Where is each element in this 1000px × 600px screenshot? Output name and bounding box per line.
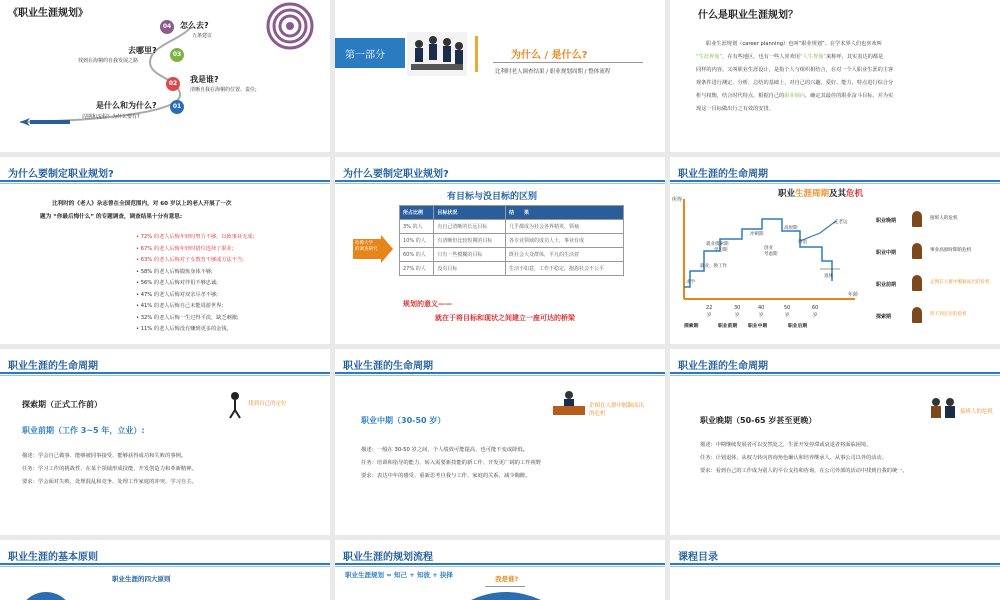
highlight-term: 职业倾向 [784,93,805,99]
col-header: 目标状况 [434,206,506,220]
y-axis-label: 所得 [672,197,683,203]
desc-line: 描述：学会自己做事、能够被同事接受、能够获得成功和失败的事例。 [22,453,187,459]
highlight-term: “生涯规划” [696,54,723,60]
arrow-label: 哈佛大学 的调查研究 [355,241,378,252]
slide-thumbnail-11[interactable] [335,540,665,600]
person-icon [912,275,922,291]
title-part: 危机 [846,189,864,199]
step-03-circle: 03 [170,48,184,62]
stage-name: 职业中期 [876,250,897,256]
survey-item: • 47% 的老人后悔对双亲尽孝不够; [136,291,218,298]
para-line-6: 现这一目标做出行之有效的安排。 [696,106,774,112]
survey-item: • 32% 的老人后悔一生过得平淡，缺乏刺激; [136,314,239,321]
stage-label: 创业 [764,246,773,251]
slide-header: 职业生涯的生命周期 [678,361,768,372]
table-row [400,234,624,248]
table-cell: 60% 的人 [400,248,434,262]
para-line-1: 职业生涯规划（career planning）也叫“职业规划”。在学术界人们也喜欢叫 [706,41,882,47]
table-cell: 既社会大众群体，平凡的生活着 [506,248,624,262]
crisis-label: 企图在人群中脱颖而出的危机 [589,403,645,417]
title-part: 生涯周期 [795,189,830,199]
stage-label: 待退 [798,240,807,245]
slide-thumbnail-10[interactable] [0,540,330,600]
x-axis-label: 年龄 [848,292,859,298]
title-part: 职业 [778,189,796,199]
desk-person-icon [553,389,585,417]
step-01-sub: 周期和流程？为什么要有? [82,114,140,120]
thinking-person-icon [226,391,244,419]
slide-thumbnail-7[interactable] [0,349,330,535]
col-header: 结 果 [506,206,624,220]
desc-line: 任务：培训和指导的能力、转入需要新技能的新工作、开发更广阔的工作视野 [361,460,542,466]
survey-item: • 63% 的老人后悔对子女教育不够或方法不当; [136,257,244,263]
table-title: 有目标与没目标的区别 [447,192,538,202]
crisis-label: 事业高原时期的危机 [930,248,972,253]
survey-item: • 72% 的老人后悔年轻时努力不够，以致事业无成; [136,234,255,240]
step-04-circle: 04 [160,20,174,34]
para-text: 析与权衡，结合时代特点，根据自己的 [696,93,785,99]
period-label: 职业中期 [748,324,768,329]
person-icon [912,307,922,323]
who-label: 我是谁? [495,575,519,583]
slide-thumbnail-12[interactable] [670,540,1000,600]
stage-label: 求学 [686,280,695,285]
formula-text: 职业生涯规划 = 知己 + 知彼 + 抉择 [345,571,453,579]
stage-label: 高原期 [784,226,798,231]
table-row [400,262,624,276]
stage-label: 走老运 [834,220,848,225]
slide-header: 职业生涯的生命周期 [8,361,98,372]
age-tick-unit: 岁 [759,313,764,318]
desc-line: 要求：学会面对失败、处理混乱和竞争、处理工作家庭的冲突、学习自主。 [22,479,197,485]
step-02-title: 我是谁? [190,75,219,84]
stage-name: 探索期 [876,314,892,320]
survey-item: • 11% 的老人后悔没有赚到更多的金钱。 [136,326,232,332]
business-people-image [407,32,467,76]
sub-title: 职业生涯的四大原则 [112,575,171,583]
table-cell: 有清晰但比较短期的目标 [434,234,506,248]
title-part: 及其 [829,189,847,199]
crisis-label: 接班人的危机 [930,216,958,221]
desc-line: 要求：看到自己的工作成为别人的平台支持和咨询、在公司外部的活动中找到自我的统一。 [700,468,908,474]
stage-title: 职业晚期（50-65 岁甚至更晚） [700,416,817,425]
desc-line: 任务：计划退休、从权力转向咨询角色确认和培养继承人、从事公司以外的活动。 [700,455,887,461]
age-tick: 40 [758,305,765,311]
table-cell: 生活不如意，工作不稳定，抱怨社会不公平 [506,262,624,276]
age-tick-unit: 岁 [707,313,712,318]
sub-title: 职业前期（工作 3~5 年，立业）: [22,426,145,435]
slide-thumbnail-6[interactable] [670,157,1000,344]
step-04-sub: 五条建议 [192,33,213,39]
slide-thumbnail-5[interactable] [335,157,665,344]
meaning-title: 规划的意义—— [403,300,452,308]
age-tick: 22 [706,305,713,311]
stage-label: 就业、换工作 [700,264,727,269]
para-text: 来称呼，其实表达的都是 [826,54,884,60]
person-icon [912,211,922,227]
slide-thumbnail-1[interactable] [0,0,330,152]
stage-label: 学习期 [714,248,728,253]
highlight-term: “人生规划” [799,54,827,60]
step-04-title: 怎么去? [180,21,209,30]
table-cell: 只有一些模糊的目标 [434,248,506,262]
para-text: ，确定其最佳的职业奋斗目标，并为实 [804,93,894,99]
career-curve [684,219,832,287]
period-label: 职业后期 [788,324,808,329]
age-tick-unit: 岁 [735,313,740,318]
table-cell: 没有目标 [434,262,506,276]
table-row [400,248,624,262]
survey-item: • 58% 的老人后悔锻炼身体不够; [136,268,213,275]
age-tick: 60 [812,305,819,311]
stage-name: 职业晚期 [876,218,897,224]
step-01-circle: 01 [170,100,184,114]
crisis-label: 找不到定位的危机 [930,312,967,317]
stage-name: 职业前期 [876,282,897,288]
desc-line: 描述：一般在 30-50 岁之间，个人绩效可能提高、也可能不变或降低。 [361,447,529,453]
table-cell: 27% 的人 [400,262,434,276]
period-label: 探索期 [684,324,699,329]
table-cell: 各专业领域的成功人士，事业有成 [506,234,624,248]
desc-line: 任务：学习工作的挑战性、在某个领域形成技能、开发创造力和革新精神。 [22,466,197,472]
para-text: ，在有些地区，也有一些人喜欢用 [722,54,800,60]
table-cell: 几乎都成为社会各界精英、领袖 [506,220,624,234]
crisis-label: 企图在人群中脱颖而出的危机 [930,280,990,285]
section-title: 为什么 / 是什么? [511,50,588,61]
slide-thumbnail-9[interactable] [670,349,1000,535]
table-cell: 3% 的人 [400,220,434,234]
section-label: 第一部分 [345,50,385,61]
desc-line: 要求：表达中年的感受、重新思考自我与工作、家庭的关系，减少陶醉。 [361,473,531,479]
crisis-label: 找到自己的定位 [248,401,287,407]
col-header: 所占比例 [400,206,434,220]
slide-header: 职业生涯的生命周期 [678,169,768,180]
survey-item: • 67% 的老人后悔年轻时错位选择了职业; [136,245,234,252]
table-cell: 10% 的人 [400,234,434,248]
stage-title: 探索期（正式工作前） [22,400,102,409]
old-age-branch [800,221,836,241]
slide-thumbnail-8[interactable] [335,349,665,535]
survey-item: • 56% 的老人后悔对伴侣不够忠诚; [136,280,218,286]
circle-shape [18,592,74,600]
slide-thumbnail-2[interactable] [335,0,665,152]
table-row [400,220,624,234]
para-line-3: 同样的内容。又叫职业生涯设计，是指个人与组织相结合，在对一个人职业生涯的主客 [696,67,894,73]
slide-title: 《职业生涯规划》 [8,8,88,19]
slide-thumbnail-4[interactable] [0,157,330,344]
slide-header: 职业生涯的基本原则 [8,552,98,563]
two-people-icon [928,397,958,421]
age-tick: 50 [784,305,791,311]
para-line-5 [696,92,893,99]
age-tick-unit: 岁 [785,313,790,318]
stage-title: 职业中期（30-50 岁） [361,416,446,425]
person-icon [912,243,922,259]
stage-label: 冲刺期 [750,232,764,237]
slide-header: 课程目录 [678,552,718,563]
slide-title: 什么是职业生涯规划？ [698,10,798,21]
step-03-title: 去哪里? [128,46,157,55]
slide-header: 职业生涯的生命周期 [343,361,433,372]
age-tick: 30 [734,305,741,311]
stage-label: 退休 [824,274,833,279]
survey-item: • 41% 的老人后悔自己未能周游世界; [136,303,224,309]
lifecycle-diagram [670,191,870,331]
age-tick-unit: 岁 [813,313,818,318]
period-label: 职业前期 [718,324,738,329]
step-03-sub: 找到在海桐的自我发展之路 [78,58,139,64]
crisis-label: 接班人的危机 [960,409,994,415]
para-line-4: 观条件进行测定、分析、总结的基础上，对自己的兴趣、爱好、能力、特点进行综合分 [696,80,894,86]
intro-line-2: 题为 “你最后悔什么” 的专题调查，调查结果十分有意思: [40,214,183,220]
para-line-2 [696,53,883,60]
stage-label: 就业摸索期 [706,242,729,247]
slide-header: 职业生涯的规划流程 [343,552,433,563]
slide-header: 为什么要制定职业规划? [8,169,114,180]
stage-label: 考虑期 [764,252,778,257]
step-02-sub: 清晰自我在海桐的位置、责任; [190,87,257,93]
blue-arrow-shape [471,588,541,600]
slide-header: 为什么要制定职业规划? [343,169,449,180]
goal-table [399,205,624,276]
table-cell: 有自己清晰的长远目标 [434,220,506,234]
meaning-text: 就在于将目标和现状之间建立一座可达的桥梁 [435,314,575,322]
step-01-title: 是什么和为什么? [96,101,157,110]
section-subtitle: 比利时老人调查结果 / 职业规划周期 / 整体流程 [495,69,611,75]
step-02-circle: 02 [166,77,180,91]
intro-line-1: 比利时的《老人》杂志曾在全国范围内，对 60 岁以上的老人开展了一次 [52,201,232,207]
slide-thumbnail-3[interactable] [670,0,1000,152]
desc-line: 描述：中期继续发展者可以安然处之，生涯开发停滞或衰退者将面临困境。 [700,442,872,448]
